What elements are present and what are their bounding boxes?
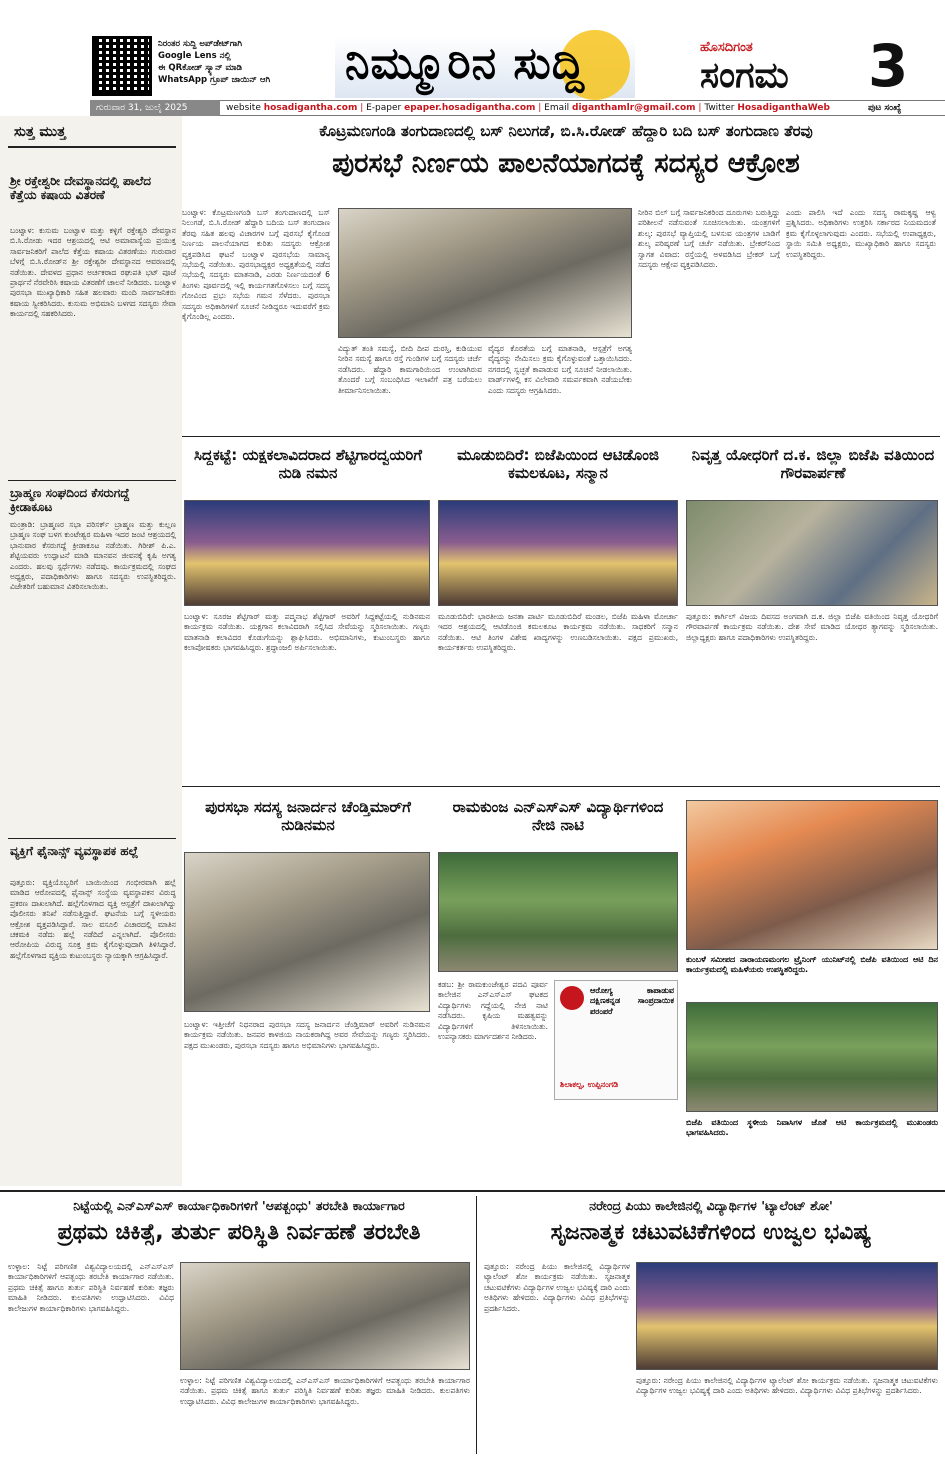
sidebar-logo: ಸುತ್ತ ಮುತ್ತ bbox=[14, 124, 66, 140]
ex-servicemen-photo bbox=[686, 500, 938, 606]
divider bbox=[8, 146, 176, 148]
story-a-headline: ಸಿದ್ದಕಟ್ಟೆ: ಯಕ್ಷಕಲಾವಿದರಾದ ಶೆಟ್ಟಿಗಾರದ್ವಯರಿಗೆ ನುಡಿ ನಮನ bbox=[193, 446, 423, 482]
story-d-headline: ಪುರಸಭಾ ಸದಸ್ಯ ಜನಾರ್ದನ ಚೆಂಡ್ತಿಮಾರ್‌ಗೆ ನುಡಿನಮನ bbox=[205, 798, 411, 834]
bjp-felicitation-photo bbox=[438, 500, 678, 606]
paddy-planting-photo bbox=[438, 852, 678, 972]
talent-show-photo bbox=[636, 1262, 938, 1370]
story-b-headline: ಮೂಡುಬಿದಿರೆ: ಬಿಜೆಪಿಯಿಂದ ಆಟಿಡೊಂಜಿ ಕಮಲಕೂಟ, ಸನ್ಮಾನ bbox=[457, 446, 659, 482]
training-photo bbox=[180, 1262, 470, 1370]
story-c-headline: ನಿವೃತ್ತ ಯೋಧರಿಗೆ ದ.ಕ. ಜಿಲ್ಲಾ ಬಿಜೆಪಿ ವತಿಯಿಂದ ಗೌರವಾರ್ಪಣೆ bbox=[691, 446, 935, 482]
story-d-body: ಬಂಟ್ವಾಳ: ಇತ್ತೀಚೆಗೆ ನಿಧನರಾದ ಪುರಸಭಾ ಸದಸ್ಯ ಜನಾರ್ದನ ಚೆಂಡ್ತಿಮಾರ್ ಅವರಿಗೆ ನುಡಿನಮನ ಕಾರ್ಯಕ್ರಮ ನಡೆಯಿತು. ಜನಪರ ಕಾಳಜಿಯ ನಾಯಕರಾಗಿದ್ದ ಅವರ ಸೇವೆಯನ್ನು ಗಣ್ಯರು ಸ್ಮರಿಸಿದರು. ಪಕ್ಷದ ಮುಖಂಡರು, ಪುರಸಭಾ ಸದಸ್ಯರು ಹಾಗೂ ಅಭಿಮಾನಿಗಳು ಭಾಗವಹಿಸಿದ್ದರು. bbox=[184, 1020, 430, 1050]
bottom-a-body: ಉಳ್ಳಾಲ: ನಿಟ್ಟೆ ಪರಿಗಣಿತ ವಿಶ್ವವಿದ್ಯಾಲಯದಲ್ಲಿ ಎನ್‌ಎಸ್‌ಎಸ್ ಕಾರ್ಯಾಧಿಕಾರಿಗಳಿಗೆ ಆಪತ್ಬಂಧು ತರಬೇತಿ ಕಾರ್ಯಾಗಾರ ನಡೆಯಿತು. ಪ್ರಥಮ ಚಿಕಿತ್ಸೆ ಹಾಗೂ ತುರ್ತು ಪರಿಸ್ಥಿತಿ ನಿರ್ವಹಣೆ ಕುರಿತು ತಜ್ಞರು ಮಾಹಿತಿ ನೀಡಿದರು. ಕುಲಪತಿಗಳು ಉದ್ಘಾಟಿಸಿದರು. ವಿವಿಧ ಕಾಲೇಜುಗಳ ಕಾರ್ಯಾಧಿಕಾರಿಗಳು ಭಾಗವಹಿಸಿದ್ದರು. bbox=[8, 1262, 174, 1313]
section-name: ಸಂಗಮ bbox=[700, 55, 789, 96]
drop-logo-icon bbox=[560, 986, 584, 1010]
contact-links: website hosadigantha.com | E-paper epaper.hosadigantha.com | Email diganthamlr@gmail.com | Twitter HosadiganthaWeb bbox=[226, 103, 830, 113]
bottom-a-kicker: ನಿಟ್ಟೆಯಲ್ಲಿ ಎನ್ಎಸ್ಎಸ್ ಕಾರ್ಯಾಧಿಕಾರಿಗಳಿಗೆ 'ಆಪತ್ಬಂಧು' ತರಬೇತಿ ಕಾರ್ಯಾಗಾರ bbox=[73, 1198, 405, 1213]
sidebar-story-2-headline: ಬ್ರಾಹ್ಮಣ ಸಂಘದಿಂದ ಕೆಸರುಗದ್ದೆ ಕ್ರೀಡಾಕೂಟ bbox=[10, 486, 130, 515]
lead-column-4: ನೀರಿನ ಬಿಲ್ ಬಗ್ಗೆ ಸಾರ್ವಜನಿಕರಿಂದ ದೂರುಗಳು ಬರುತ್ತಿದ್ದು ಪರಿಶೀಲನೆ ನಡೆಸುವಂತೆ ಸೂಚಿಸಲಾಯಿತು. ಯಂತ್ರಗಳಿಗೆ ಶುಲ್ಕ: ಪುರಸಭೆ ವ್ಯಾಪ್ತಿಯಲ್ಲಿ ಬಳಸುವ ಯಂತ್ರಗಳ ಬಾಡಿಗೆ ಶುಲ್ಕ ಪರಿಷ್ಕರಣೆ ಬಗ್ಗೆ ಚರ್ಚೆ ನಡೆಯಿತು. ಬ್ರೇಕರ್‌ನಿಂದ ಸ್ವಾಗತ ವಿವಾದ: ರಸ್ತೆಯಲ್ಲಿ ಅಳವಡಿಸಿದ ಬ್ರೇಕರ್ ಬಗ್ಗೆ ಸದಸ್ಯರು ಆಕ್ಷೇಪ ವ್ಯಕ್ತಪಡಿಸಿದರು. bbox=[638, 208, 780, 270]
story-a-body: ಬಂಟ್ವಾಳ: ಸೂರಜ ಶೆಟ್ಟಿಗಾರ್ ಮತ್ತು ಪದ್ಮನಾಭ ಶೆಟ್ಟಿಗಾರ್ ಅವರಿಗೆ ಸಿದ್ದಕಟ್ಟೆಯಲ್ಲಿ ನುಡಿನಮನ ಕಾರ್ಯಕ್ರಮ ನಡೆಯಿತು. ಯಕ್ಷಗಾನ ಕಲಾವಿದರಾಗಿ ಸಲ್ಲಿಸಿದ ಸೇವೆಯನ್ನು ಸ್ಮರಿಸಲಾಯಿತು. ಗಣ್ಯರು ಮಾತನಾಡಿ ಕಲಾವಿದರ ಕೊಡುಗೆಯನ್ನು ಶ್ಲಾಘಿಸಿದರು. ಅಭಿಮಾನಿಗಳು, ಕುಟುಂಬಸ್ಥರು ಹಾಗೂ ಕಲಾಪೋಷಕರು ಭಾಗವಹಿಸಿದ್ದರು. ಶ್ರದ್ಧಾಂಜಲಿ ಅರ್ಪಿಸಲಾಯಿತು. bbox=[184, 612, 430, 653]
meeting-photo bbox=[338, 208, 632, 338]
bottom-a-body-cont: ಉಳ್ಳಾಲ: ನಿಟ್ಟೆ ಪರಿಗಣಿತ ವಿಶ್ವವಿದ್ಯಾಲಯದಲ್ಲಿ ಎನ್‌ಎಸ್‌ಎಸ್ ಕಾರ್ಯಾಧಿಕಾರಿಗಳಿಗೆ ಆಪತ್ಬಂಧು ತರಬೇತಿ ಕಾರ್ಯಾಗಾರ ನಡೆಯಿತು. ಪ್ರಥಮ ಚಿಕಿತ್ಸೆ ಹಾಗೂ ತುರ್ತು ಪರಿಸ್ಥಿತಿ ನಿರ್ವಹಣೆ ಕುರಿತು ತಜ್ಞರು ಮಾಹಿತಿ ನೀಡಿದರು. ಕುಲಪತಿಗಳು ಉದ್ಘಾಟಿಸಿದರು. ವಿವಿಧ ಕಾಲೇಜುಗಳ ಕಾರ್ಯಾಧಿಕಾರಿಗಳು ಭಾಗವಹಿಸಿದ್ದರು. bbox=[180, 1376, 470, 1406]
divider bbox=[182, 436, 940, 437]
lead-column-2: ವಿದ್ಯುತ್ ತಂತಿ ಸಮಸ್ಯೆ, ಬೀದಿ ದೀಪ ದುರಸ್ತಿ, ಕುಡಿಯುವ ನೀರಿನ ಸಮಸ್ಯೆ ಹಾಗೂ ರಸ್ತೆ ಗುಂಡಿಗಳ ಬಗ್ಗೆ ಸದಸ್ಯರು ಚರ್ಚೆ ನಡೆಸಿದರು. ಹೆದ್ದಾರಿ ಕಾಮಗಾರಿಯಿಂದ ಉಂಟಾಗಿರುವ ತೊಂದರೆ ಬಗ್ಗೆ ಸಂಬಂಧಿಸಿದ ಇಲಾಖೆಗೆ ಪತ್ರ ಬರೆಯಲು ತೀರ್ಮಾನಿಸಲಾಯಿತು. bbox=[338, 344, 482, 395]
story-e-body: ಕಡಬ: ಶ್ರೀ ರಾಮಕುಂಜೇಶ್ವರ ಪದವಿ ಪೂರ್ವ ಕಾಲೇಜಿನ ಎನ್‌ಎಸ್‌ಎಸ್ ಘಟಕದ ವಿದ್ಯಾರ್ಥಿಗಳು ಗದ್ದೆಯಲ್ಲಿ ನೇಜಿ ನಾಟಿ ನಡೆಸಿದರು. ಕೃಷಿಯ ಮಹತ್ವವನ್ನು ವಿದ್ಯಾರ್ಥಿಗಳಿಗೆ ತಿಳಿಸಲಾಯಿತು. ಉಪನ್ಯಾಸಕರು ಮಾರ್ಗದರ್ಶನ ನೀಡಿದರು. bbox=[438, 980, 548, 1042]
lead-headline: ಪುರಸಭೆ ನಿರ್ಣಯ ಪಾಲನೆಯಾಗದಕ್ಕೆ ಸದಸ್ಯರ ಆಕ್ರೋಶ bbox=[332, 148, 800, 179]
website-link[interactable]: hosadigantha.com bbox=[263, 103, 358, 113]
page-title: ನಿಮ್ಮೂರಿನ ಸುದ್ದಿ bbox=[345, 38, 586, 89]
lead-kicker: ಕೊಟ್ರಮಣಗಂಡಿ ತಂಗುದಾಣದಲ್ಲಿ ಬಸ್ ನಿಲುಗಡೆ, ಬಿ.ಸಿ.ರೋಡ್ ಹೆದ್ದಾರಿ ಬದಿ ಬಸ್ ತಂಗುದಾಣ ತೆರವು bbox=[319, 122, 813, 140]
twitter-link[interactable]: HosadiganthaWeb bbox=[737, 103, 830, 113]
tribute-meeting-photo bbox=[184, 852, 430, 1012]
lead-column-5: ಎಂದು ಪಾಲಿಸಿ ಇದೆ ಎಂದು ಸದಸ್ಯ ರಾಮಕೃಷ್ಣ ಆಳ್ವ ಪ್ರಶ್ನಿಸಿದರು. ಅಧಿಕಾರಿಗಳು ಉತ್ತರಿಸಿ ಸರ್ಕಾರದ ನಿಯಮದಂತೆ ಕ್ರಮ ಕೈಗೊಳ್ಳಲಾಗುವುದು ಎಂದರು. ಸಭೆಯಲ್ಲಿ ಉಪಾಧ್ಯಕ್ಷರು, ಸ್ಥಾಯಿ ಸಮಿತಿ ಅಧ್ಯಕ್ಷರು, ಮುಖ್ಯಾಧಿಕಾರಿ ಹಾಗೂ ಸದಸ್ಯರು ಉಪಸ್ಥಿತರಿದ್ದರು. bbox=[786, 208, 936, 259]
yakshagana-tribute-photo bbox=[184, 500, 430, 606]
brand-name: ಹೊಸದಿಗಂತ bbox=[700, 40, 753, 55]
bottom-b-body: ಪುತ್ತೂರು: ನರೇಂದ್ರ ಪಿಯು ಕಾಲೇಜಿನಲ್ಲಿ ವಿದ್ಯಾರ್ಥಿಗಳ ಟ್ಯಾಲೆಂಟ್ ಶೋ ಕಾರ್ಯಕ್ರಮ ನಡೆಯಿತು. ಸೃಜನಾತ್ಮಕ ಚಟುವಟಿಕೆಗಳು ವಿದ್ಯಾರ್ಥಿಗಳ ಉಜ್ವಲ ಭವಿಷ್ಯಕ್ಕೆ ದಾರಿ ಎಂದು ಅತಿಥಿಗಳು ಹೇಳಿದರು. ವಿದ್ಯಾರ್ಥಿಗಳು ವಿವಿಧ ಪ್ರತಿಭೆಗಳನ್ನು ಪ್ರದರ್ಶಿಸಿದರು. bbox=[484, 1262, 630, 1313]
bottom-b-body-cont: ಪುತ್ತೂರು: ನರೇಂದ್ರ ಪಿಯು ಕಾಲೇಜಿನಲ್ಲಿ ವಿದ್ಯಾರ್ಥಿಗಳ ಟ್ಯಾಲೆಂಟ್ ಶೋ ಕಾರ್ಯಕ್ರಮ ನಡೆಯಿತು. ಸೃಜನಾತ್ಮಕ ಚಟುವಟಿಕೆಗಳು ವಿದ್ಯಾರ್ಥಿಗಳ ಉಜ್ವಲ ಭವಿಷ್ಯಕ್ಕೆ ದಾರಿ ಎಂದು ಅತಿಥಿಗಳು ಹೇಳಿದರು. ವಿದ್ಯಾರ್ಥಿಗಳು ವಿವಿಧ ಪ್ರತಿಭೆಗಳನ್ನು ಪ್ರದರ್ಶಿಸಿದರು. bbox=[636, 1376, 938, 1396]
sidebar-story-1-headline: ಶ್ರೀ ರಕ್ತೇಶ್ವರೀ ದೇವಸ್ಥಾನದಲ್ಲಿ ಪಾಲೆದ ಕೆತ್ತೆಯ ಕಷಾಯ ವಿತರಣೆ bbox=[10, 174, 151, 203]
divider bbox=[0, 1190, 945, 1192]
story-b-body: ಮೂಡುಬಿದಿರೆ: ಭಾರತೀಯ ಜನತಾ ಪಾರ್ಟಿ ಮೂಡುಬಿದಿರೆ ಮಂಡಲ, ಬಿಜೆಪಿ ಮಹಿಳಾ ಮೋರ್ಚಾ ಇದರ ಆಶ್ರಯದಲ್ಲಿ ಆಟಿಡೊಂಜಿ ಕಮಲಕೂಟ ಕಾರ್ಯಕ್ರಮ ನಡೆಯಿತು. ಸಾಧಕರಿಗೆ ಸನ್ಮಾನ ನಡೆಯಿತು. ಆಟಿ ತಿಂಗಳ ವಿಶೇಷ ಖಾದ್ಯಗಳನ್ನು ಉಣಬಡಿಸಲಾಯಿತು. ಪಕ್ಷದ ಪ್ರಮುಖರು, ಕಾರ್ಯಕರ್ತರು ಉಪಸ್ಥಿತರಿದ್ದರು. bbox=[438, 612, 678, 653]
bottom-b-kicker: ನರೇಂದ್ರ ಪಿಯು ಕಾಲೇಜಿನಲ್ಲಿ ವಿದ್ಯಾರ್ಥಿಗಳ 'ಟ್ಯಾಲೆಂಟ್ ಶೋ' bbox=[589, 1198, 833, 1213]
email-link[interactable]: diganthamlr@gmail.com bbox=[572, 103, 696, 113]
sidebar-story-2-body: ಮಂತ್ರಾಡಿ: ಬ್ರಾಹ್ಮಣರ ಸಭಾ ಪರಿಸರ್ಕ್ ಬ್ರಾಹ್ಮಣ ಮತ್ತು ಕುಲ್ಲಣ ಬ್ರಾಹ್ಮಣ ಸಂಘ ಬಳಗ ಕುಂಟೇಶ್ವರ ಮಹಿಳಾ ಇದರ ಜಂಟಿ ಆಶ್ರಯದಲ್ಲಿ ಭಾನುವಾರ ಕೆಸರುಗದ್ದೆ ಕ್ರೀಡಾಕೂಟ ನಡೆಯಿತು. ಗಿರೀಶ್ ಪಿ.ಎ. ಶೆಟ್ಟಿಯವರು ಉದ್ಘಾಟನೆ ಮಾಡಿ ಮಾನವನ ಜೀವನಕ್ಕೆ ಕೃಷಿ ಅಗತ್ಯ ಎಂದರು. ಹಲವು ಸ್ಪರ್ಧೆಗಳು ನಡೆದವು. ಕಾರ್ಯಕ್ರಮದಲ್ಲಿ ಸಂಘದ ಅಧ್ಯಕ್ಷರು, ಪದಾಧಿಕಾರಿಗಳು ಹಾಗೂ ಸದಸ್ಯರು ಉಪಸ್ಥಿತರಿದ್ದರು. ವಿಜೇತರಿಗೆ ಬಹುಮಾನ ವಿತರಿಸಲಾಯಿತು. bbox=[10, 520, 176, 592]
bottom-b-headline: ಸೃಜನಾತ್ಮಕ ಚಟುವಟಿಕೆಗಳಿಂದ ಉಜ್ವಲ ಭವಿಷ್ಯ bbox=[550, 1220, 872, 1245]
qr-instructions: ನಿರಂತರ ಸುದ್ದಿ ಅಪ್‌ಡೇಟ್‌ಗಾಗಿ Google Lens ನಲ್ಲಿ ಈ QRಕೋಡ್ ಸ್ಕ್ಯಾನ್ ಮಾಡಿ WhatsApp ಗ್ರೂಪ್ ಜಾಯಿನ್ ಆಗಿ bbox=[158, 39, 271, 85]
divider bbox=[182, 786, 940, 787]
sidebar-story-3-headline: ವ್ಯಕ್ತಿಗೆ ಫೈನಾನ್ಸ್ ವ್ಯವಸ್ಥಾಪಕ ಹಲ್ಲೆ bbox=[10, 844, 139, 858]
health-ad-text: ಆರೋಗ್ಯ ಕಾಪಾಡುವ ದಕ್ಷಿಣಕನ್ನಡ ಸಾಂಪ್ರದಾಯಿಕ ಪರಂಪರೆ bbox=[590, 986, 674, 1016]
story-c-body: ಪುತ್ತೂರು: ಕಾರ್ಗಿಲ್ ವಿಜಯ ದಿವಸದ ಅಂಗವಾಗಿ ದ.ಕ. ಜಿಲ್ಲಾ ಬಿಜೆಪಿ ವತಿಯಿಂದ ನಿವೃತ್ತ ಯೋಧರಿಗೆ ಗೌರವಾರ್ಪಣೆ ಕಾರ್ಯಕ್ರಮ ನಡೆಯಿತು. ದೇಶ ಸೇವೆ ಮಾಡಿದ ಯೋಧರ ತ್ಯಾಗವನ್ನು ಸ್ಮರಿಸಲಾಯಿತು. ಜಿಲ್ಲಾಧ್ಯಕ್ಷರು ಹಾಗೂ ಪದಾಧಿಕಾರಿಗಳು ಉಪಸ್ಥಿತರಿದ್ದರು. bbox=[686, 612, 938, 642]
divider bbox=[8, 480, 176, 481]
lead-column-3: ವೈದ್ಯರ ಕೊರತೆಯ ಬಗ್ಗೆ ಮಾತನಾಡಿ, ಆಸ್ಪತ್ರೆಗೆ ಅಗತ್ಯ ವೈದ್ಯರನ್ನು ನೇಮಿಸಲು ಕ್ರಮ ಕೈಗೊಳ್ಳುವಂತೆ ಒತ್ತಾಯಿಸಿದರು. ನಗರದಲ್ಲಿ ಸ್ವಚ್ಛತೆ ಕಾಪಾಡುವ ಬಗ್ಗೆ ಸೂಚನೆ ನೀಡಲಾಯಿತು. ವಾರ್ಡ್‌ಗಳಲ್ಲಿ ಕಸ ವಿಲೇವಾರಿ ಸಮರ್ಪಕವಾಗಿ ನಡೆಯಬೇಕು ಎಂದು ಸದಸ್ಯರು ಆಗ್ರಹಿಸಿದರು. bbox=[488, 344, 632, 395]
community-photo bbox=[686, 1002, 938, 1112]
date: ಗುರುವಾರ 31, ಜುಲೈ 2025 bbox=[90, 100, 220, 116]
page-label: ಪುಟ ಸಂಖ್ಯೆ bbox=[868, 103, 902, 113]
aati-program-photo bbox=[686, 800, 938, 950]
bottom-a-headline: ಪ್ರಥಮ ಚಿಕಿತ್ಸೆ, ತುರ್ತು ಪರಿಸ್ಥಿತಿ ನಿರ್ವಹಣೆ ತರಬೇತಿ bbox=[57, 1220, 421, 1245]
community-caption: ಬಿಜೆಪಿ ವತಿಯಿಂದ ಸ್ಥಳೀಯ ನಿವಾಸಿಗಳ ಜೊತೆ ಆಟಿ ಕಾರ್ಯಕ್ರಮದಲ್ಲಿ ಮುಖಂಡರು ಭಾಗವಹಿಸಿದರು. bbox=[686, 1118, 938, 1138]
qr-code-icon[interactable] bbox=[92, 36, 152, 96]
divider bbox=[476, 1196, 477, 1454]
page-number: 3 bbox=[868, 32, 909, 100]
lead-column-1: ಬಂಟ್ವಾಳ: ಕೊಟ್ರಮಣಗಂಡಿ ಬಸ್ ತಂಗುದಾಣದಲ್ಲಿ ಬಸ್ ನಿಲುಗಡೆ, ಬಿ.ಸಿ.ರೋಡ್ ಹೆದ್ದಾರಿ ಬದಿಯ ಬಸ್ ತಂಗುದಾಣ ತೆರವು ಸಹಿತ ಹಲವು ವಿಚಾರಗಳ ಬಗ್ಗೆ ಪುರಸಭೆ ಕೈಗೊಂಡ ನಿರ್ಣಯ ಪಾಲನೆಯಾಗದ ಕುರಿತು ಸದಸ್ಯರು ಆಕ್ರೋಶ ವ್ಯಕ್ತಪಡಿಸಿದ ಘಟನೆ ಬಂಟ್ವಾಳ ಪುರಸಭೆಯ ಸಾಮಾನ್ಯ ಸಭೆಯಲ್ಲಿ ನಡೆಯಿತು. ಪುರಸಭಾಧ್ಯಕ್ಷರ ಅಧ್ಯಕ್ಷತೆಯಲ್ಲಿ ನಡೆದ ಸಭೆಯಲ್ಲಿ ಸದಸ್ಯರು ಮಾತನಾಡಿ, ಎರಡು ನಿರ್ಣಯದಂತೆ 6 ತಿಂಗಳು ಪೂರ್ವದಲ್ಲಿ ಇಲ್ಲಿ ಕಾರ್ಯಗತಗೊಳಿಸಲು ಬಗ್ಗೆ ಸದಸ್ಯ ಗೋವಿಂದ ಪ್ರಭು ಸಭೆಯ ಗಮನ ಸೆಳೆದರು. ಪುರಸಭಾ ಸದಸ್ಯರು ಅಧಿಕಾರಿಗಳಿಗೆ ಸೂಚನೆ ನೀಡಿದ್ದರೂ ಇದುವರೆಗೆ ಕ್ರಮ ಕೈಗೊಂಡಿಲ್ಲ ಎಂದರು. bbox=[182, 208, 330, 322]
story-e-headline: ರಾಮಕುಂಜ ಎನ್‌ಎಸ್‌ಎಸ್ ವಿದ್ಯಾರ್ಥಿಗಳಿಂದ ನೇಜಿ ನಾಟಿ bbox=[452, 798, 664, 834]
sidebar-story-1-body: ಬಂಟ್ವಾಳ: ಕುಸುಮ ಬಂಟ್ವಾಳ ಮತ್ತು ಕಳ್ಳಿಗೆ ರಕ್ತೇಶ್ವರಿ ದೇವಸ್ಥಾನ ಬಿ.ಸಿ.ರೋಡು ಇದರ ಆಶ್ರಯದಲ್ಲಿ ಆಟಿ ಅಮಾವಾಸ್ಯೆಯ ಪ್ರಯುಕ್ತ ಸಾರ್ವಜನಿಕರಿಗೆ ಪಾಲೆದ ಕೆತ್ತೆಯ ಕಷಾಯ ವಿತರಣೆಯು ಗುರುವಾರ ಬೆಳಗ್ಗೆ ಬಿ.ಸಿ.ರೋಡ್‌ನ ಶ್ರೀ ರಕ್ತೇಶ್ವರೀ ದೇವಸ್ಥಾನದ ಆವರಣದಲ್ಲಿ ನಡೆಯಿತು. ದೇವಳದ ಪ್ರಧಾನ ಅರ್ಚಕರಾದ ರಘುಪತಿ ಭಟ್ ಪೂಜೆ ಪ್ರಾರ್ಥನೆ ನೆರವೇರಿಸಿ ಕಷಾಯ ವಿತರಣೆಗೆ ಚಾಲನೆ ನೀಡಿದರು. ಬಂಟ್ವಾಳ ಪುರಸಭಾ ಮುಖ್ಯಾಧಿಕಾರಿ ಸಹಿತ ಹಲವಾರು ಮಂದಿ ಸಾರ್ವಜನಿಕರು ಕಷಾಯ ಸ್ವೀಕರಿಸಿದರು. ಕುಸುಮ ಅಭಿಮಾನಿ ಬಳಗದ ಸದಸ್ಯರು ಸೇವಾ ಕಾರ್ಯದಲ್ಲಿ ಸಹಕರಿಸಿದರು. bbox=[10, 226, 176, 319]
epaper-link[interactable]: epaper.hosadigantha.com bbox=[404, 103, 536, 113]
health-ad-credit: ಶಿಲಾಕಲ್ಪ, ಉಪ್ಪಿನಂಗಡಿ bbox=[560, 1080, 619, 1089]
divider bbox=[8, 838, 176, 839]
sidebar-story-3-body: ಪುತ್ತೂರು: ವ್ಯಕ್ತಿಯೊಬ್ಬರಿಗೆ ಬಾಯಿಯಿಂದ ಗಂಭೀರವಾಗಿ ಹಲ್ಲೆ ಮಾಡಿದ ಆರೋಪದಲ್ಲಿ ಫೈನಾನ್ಸ್ ಸಂಸ್ಥೆಯ ವ್ಯವಸ್ಥಾಪಕನ ವಿರುದ್ಧ ಪ್ರಕರಣ ದಾಖಲಾಗಿದೆ. ಹಲ್ಲೆಗೊಳಗಾದ ವ್ಯಕ್ತಿ ಆಸ್ಪತ್ರೆಗೆ ದಾಖಲಾಗಿದ್ದು ಪೊಲೀಸರು ತನಿಖೆ ನಡೆಸುತ್ತಿದ್ದಾರೆ. ಘಟನೆಯ ಬಗ್ಗೆ ಸ್ಥಳೀಯರು ಆಕ್ರೋಶ ವ್ಯಕ್ತಪಡಿಸಿದ್ದಾರೆ. ಸಾಲ ವಸೂಲಿ ವಿಚಾರದಲ್ಲಿ ಮಾತಿನ ಚಕಮಕಿ ನಡೆದು ಹಲ್ಲೆ ನಡೆದಿದೆ ಎನ್ನಲಾಗಿದೆ. ಪೊಲೀಸರು ಆರೋಪಿಯ ವಿರುದ್ಧ ಸೂಕ್ತ ಕ್ರಮ ಕೈಗೊಳ್ಳುವುದಾಗಿ ತಿಳಿಸಿದ್ದಾರೆ. ಹಲ್ಲೆಗೊಳಗಾದ ವ್ಯಕ್ತಿಯ ಕುಟುಂಬಸ್ಥರು ನ್ಯಾಯಕ್ಕಾಗಿ ಆಗ್ರಹಿಸಿದ್ದಾರೆ. bbox=[10, 878, 176, 960]
aati-program-caption: ಕುಂಬಳೆ ಸಮೀಪದ ನಾರಾಯಣಮಂಗಲ ಟ್ರೈನಿಂಗ್ ಯುನಿಟ್‌ನಲ್ಲಿ ಬಿಜೆಪಿ ವತಿಯಿಂದ ಆಟಿ ದಿನ ಕಾರ್ಯಕ್ರಮದಲ್ಲಿ ಮಹಿಳೆಯರು ಉಪಸ್ಥಿತರಿದ್ದರು. bbox=[686, 955, 938, 975]
